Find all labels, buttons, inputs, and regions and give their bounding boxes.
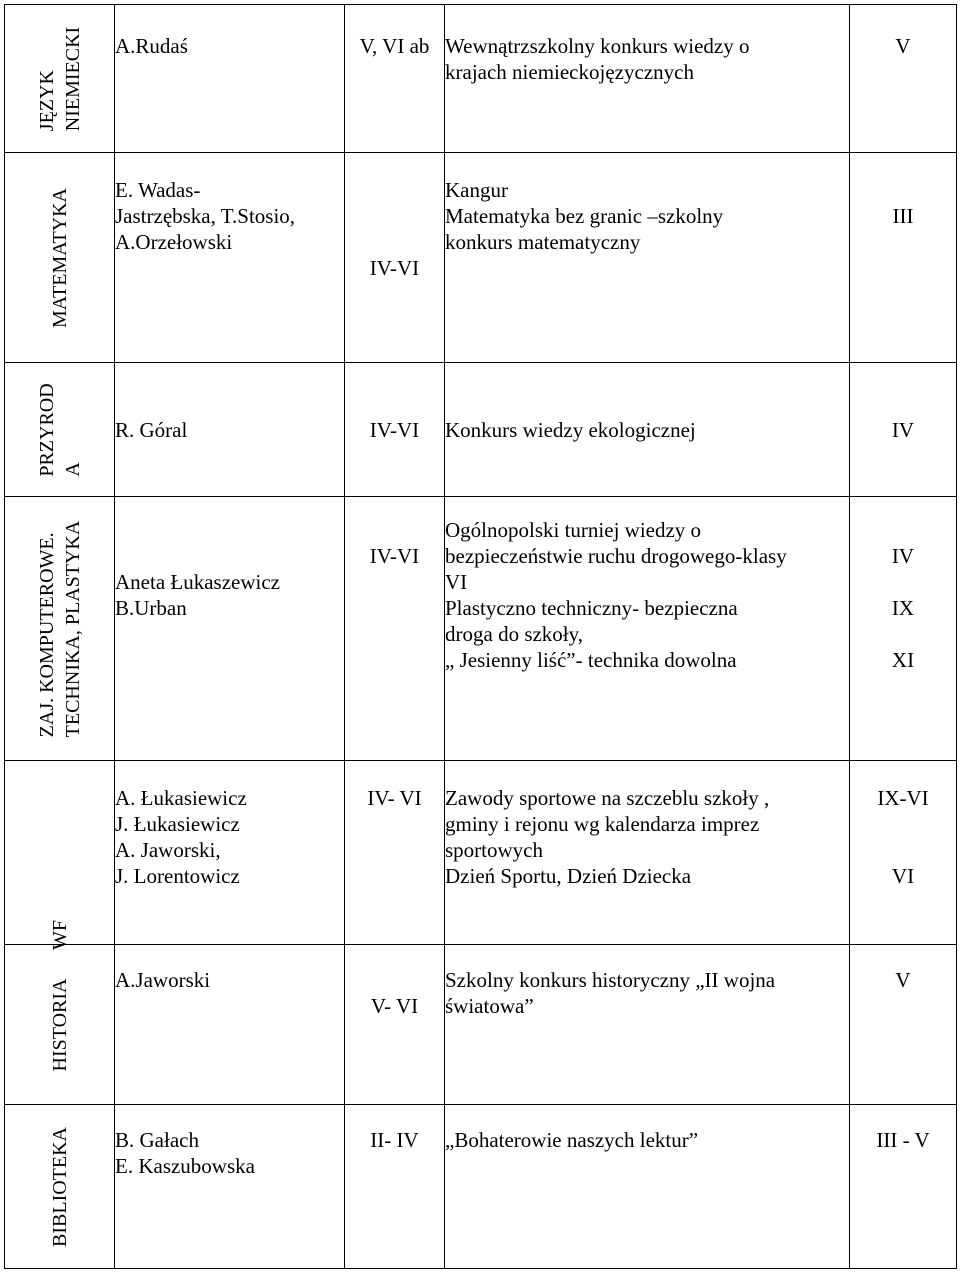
table-row xyxy=(5,761,957,945)
level-value: IV xyxy=(891,417,915,442)
subject-cell xyxy=(5,153,115,363)
event-line: Zawody sportowe na szczeblu szkoły , xyxy=(445,786,770,810)
teacher-name: A. Łukasiewicz xyxy=(115,786,247,810)
subject-line: TECHNIKA, PLASTYKA xyxy=(61,520,84,737)
table-row xyxy=(5,1105,957,1269)
subject-line: HISTORIA xyxy=(48,978,71,1071)
table-row xyxy=(5,945,957,1105)
class-range: V, VI ab xyxy=(359,34,430,58)
subject-cell xyxy=(5,945,115,1105)
event-line: „ Jesienny liść”- technika dowolna xyxy=(445,648,737,672)
subject-line: JĘZYK xyxy=(35,69,58,131)
event-line: Dzień Sportu, Dzień Dziecka xyxy=(445,864,692,888)
teacher-name: Aneta Łukaszewicz xyxy=(115,570,280,594)
teacher-name: A. Jaworski, xyxy=(115,838,221,862)
level-cell xyxy=(850,761,957,945)
event-cell xyxy=(445,153,850,363)
teacher-name: E. Wadas- xyxy=(115,178,201,202)
teacher-name: E. Kaszubowska xyxy=(115,1154,255,1178)
subject-line: PRZYROD xyxy=(35,382,58,477)
event-line: droga do szkoły, xyxy=(445,622,584,646)
teacher-cell xyxy=(115,945,345,1105)
level-cell xyxy=(850,5,957,153)
class-range: II- IV xyxy=(370,1128,419,1152)
event-line: gminy i rejonu wg kalendarza imprez xyxy=(445,812,760,836)
subject-cell xyxy=(5,497,115,761)
teacher-cell xyxy=(115,153,345,363)
teacher-name: B. Gałach xyxy=(115,1128,199,1152)
teacher-name: A.Rudaś xyxy=(115,34,188,58)
teacher-name: J. Łukasiewicz xyxy=(115,812,240,836)
subject-line: BIBLIOTEKA xyxy=(48,1126,71,1247)
level-value: IX xyxy=(891,596,915,620)
class-cell xyxy=(345,761,445,945)
teacher-name: B.Urban xyxy=(115,596,187,620)
event-line: Plastyczno techniczny- bezpieczna xyxy=(445,596,738,620)
teacher-name: A.Orzełowski xyxy=(115,230,233,254)
event-line: „Bohaterowie naszych lektur” xyxy=(445,1128,699,1152)
event-line: bezpieczeństwie ruchu drogowego-klasy xyxy=(445,544,787,568)
level-cell xyxy=(850,363,957,497)
event-line: Matematyka bez granic –szkolny xyxy=(445,204,724,228)
table-row xyxy=(5,153,957,363)
event-line: Wewnątrzszkolny konkurs wiedzy o xyxy=(445,34,750,58)
event-cell xyxy=(445,761,850,945)
class-cell xyxy=(345,497,445,761)
subject-line: WF xyxy=(48,920,71,950)
event-cell xyxy=(445,945,850,1105)
event-cell xyxy=(445,363,850,497)
table-row xyxy=(5,497,957,761)
event-line: Szkolny konkurs historyczny „II wojna xyxy=(445,968,776,992)
subject-cell xyxy=(5,1105,115,1269)
level-cell xyxy=(850,497,957,761)
class-range: IV- VI xyxy=(367,786,422,810)
level-cell xyxy=(850,945,957,1105)
event-line: Ogólnopolski turniej wiedzy o xyxy=(445,518,702,542)
subject-cell xyxy=(5,5,115,153)
event-line: konkurs matematyczny xyxy=(445,230,641,254)
teacher-name: Jastrzębska, T.Stosio, xyxy=(115,204,296,228)
table-row xyxy=(5,5,957,153)
level-value: VI xyxy=(891,864,915,888)
subject-cell xyxy=(5,761,115,950)
teacher-cell xyxy=(115,497,345,761)
class-range: IV-VI xyxy=(369,417,420,442)
teacher-cell xyxy=(115,1105,345,1269)
teacher-name: R. Góral xyxy=(115,417,188,442)
subject-line: NIEMIECKI xyxy=(61,26,84,131)
level-value: IX-VI xyxy=(877,786,929,810)
subject-line: MATEMATYKA xyxy=(48,187,71,328)
level-value: V xyxy=(895,968,911,992)
teacher-cell xyxy=(115,5,345,153)
schedule-table xyxy=(4,4,957,1269)
event-cell xyxy=(445,1105,850,1269)
event-line: sportowych xyxy=(445,838,543,862)
class-range: IV-VI xyxy=(369,544,420,568)
level-value: III xyxy=(892,204,914,228)
class-cell xyxy=(345,1105,445,1269)
level-value: III - V xyxy=(876,1128,930,1152)
table-row xyxy=(5,363,957,497)
teacher-cell xyxy=(115,761,345,945)
subject-line: A xyxy=(61,461,84,477)
level-value: V xyxy=(895,34,911,58)
event-line: Kangur xyxy=(445,178,508,202)
level-value: IV xyxy=(891,544,915,568)
class-cell xyxy=(345,153,445,363)
event-line: światowa” xyxy=(445,994,534,1018)
level-cell xyxy=(850,1105,957,1269)
class-range: IV-VI xyxy=(369,256,420,280)
level-cell xyxy=(850,153,957,363)
teacher-name: A.Jaworski xyxy=(115,968,211,992)
event-line: krajach niemieckojęzycznych xyxy=(445,60,694,84)
teacher-name: J. Lorentowicz xyxy=(115,864,240,888)
event-line: Konkurs wiedzy ekologicznej xyxy=(445,417,696,442)
class-cell xyxy=(345,5,445,153)
class-range: V- VI xyxy=(370,994,419,1018)
level-value: XI xyxy=(891,648,915,672)
event-line: VI xyxy=(445,570,468,594)
event-cell xyxy=(445,5,850,153)
event-cell xyxy=(445,497,850,761)
teacher-cell xyxy=(115,363,345,497)
subject-cell xyxy=(5,363,115,497)
class-cell xyxy=(345,363,445,497)
class-cell xyxy=(345,945,445,1105)
subject-line: ZAJ. KOMPUTEROWE. xyxy=(35,531,58,737)
